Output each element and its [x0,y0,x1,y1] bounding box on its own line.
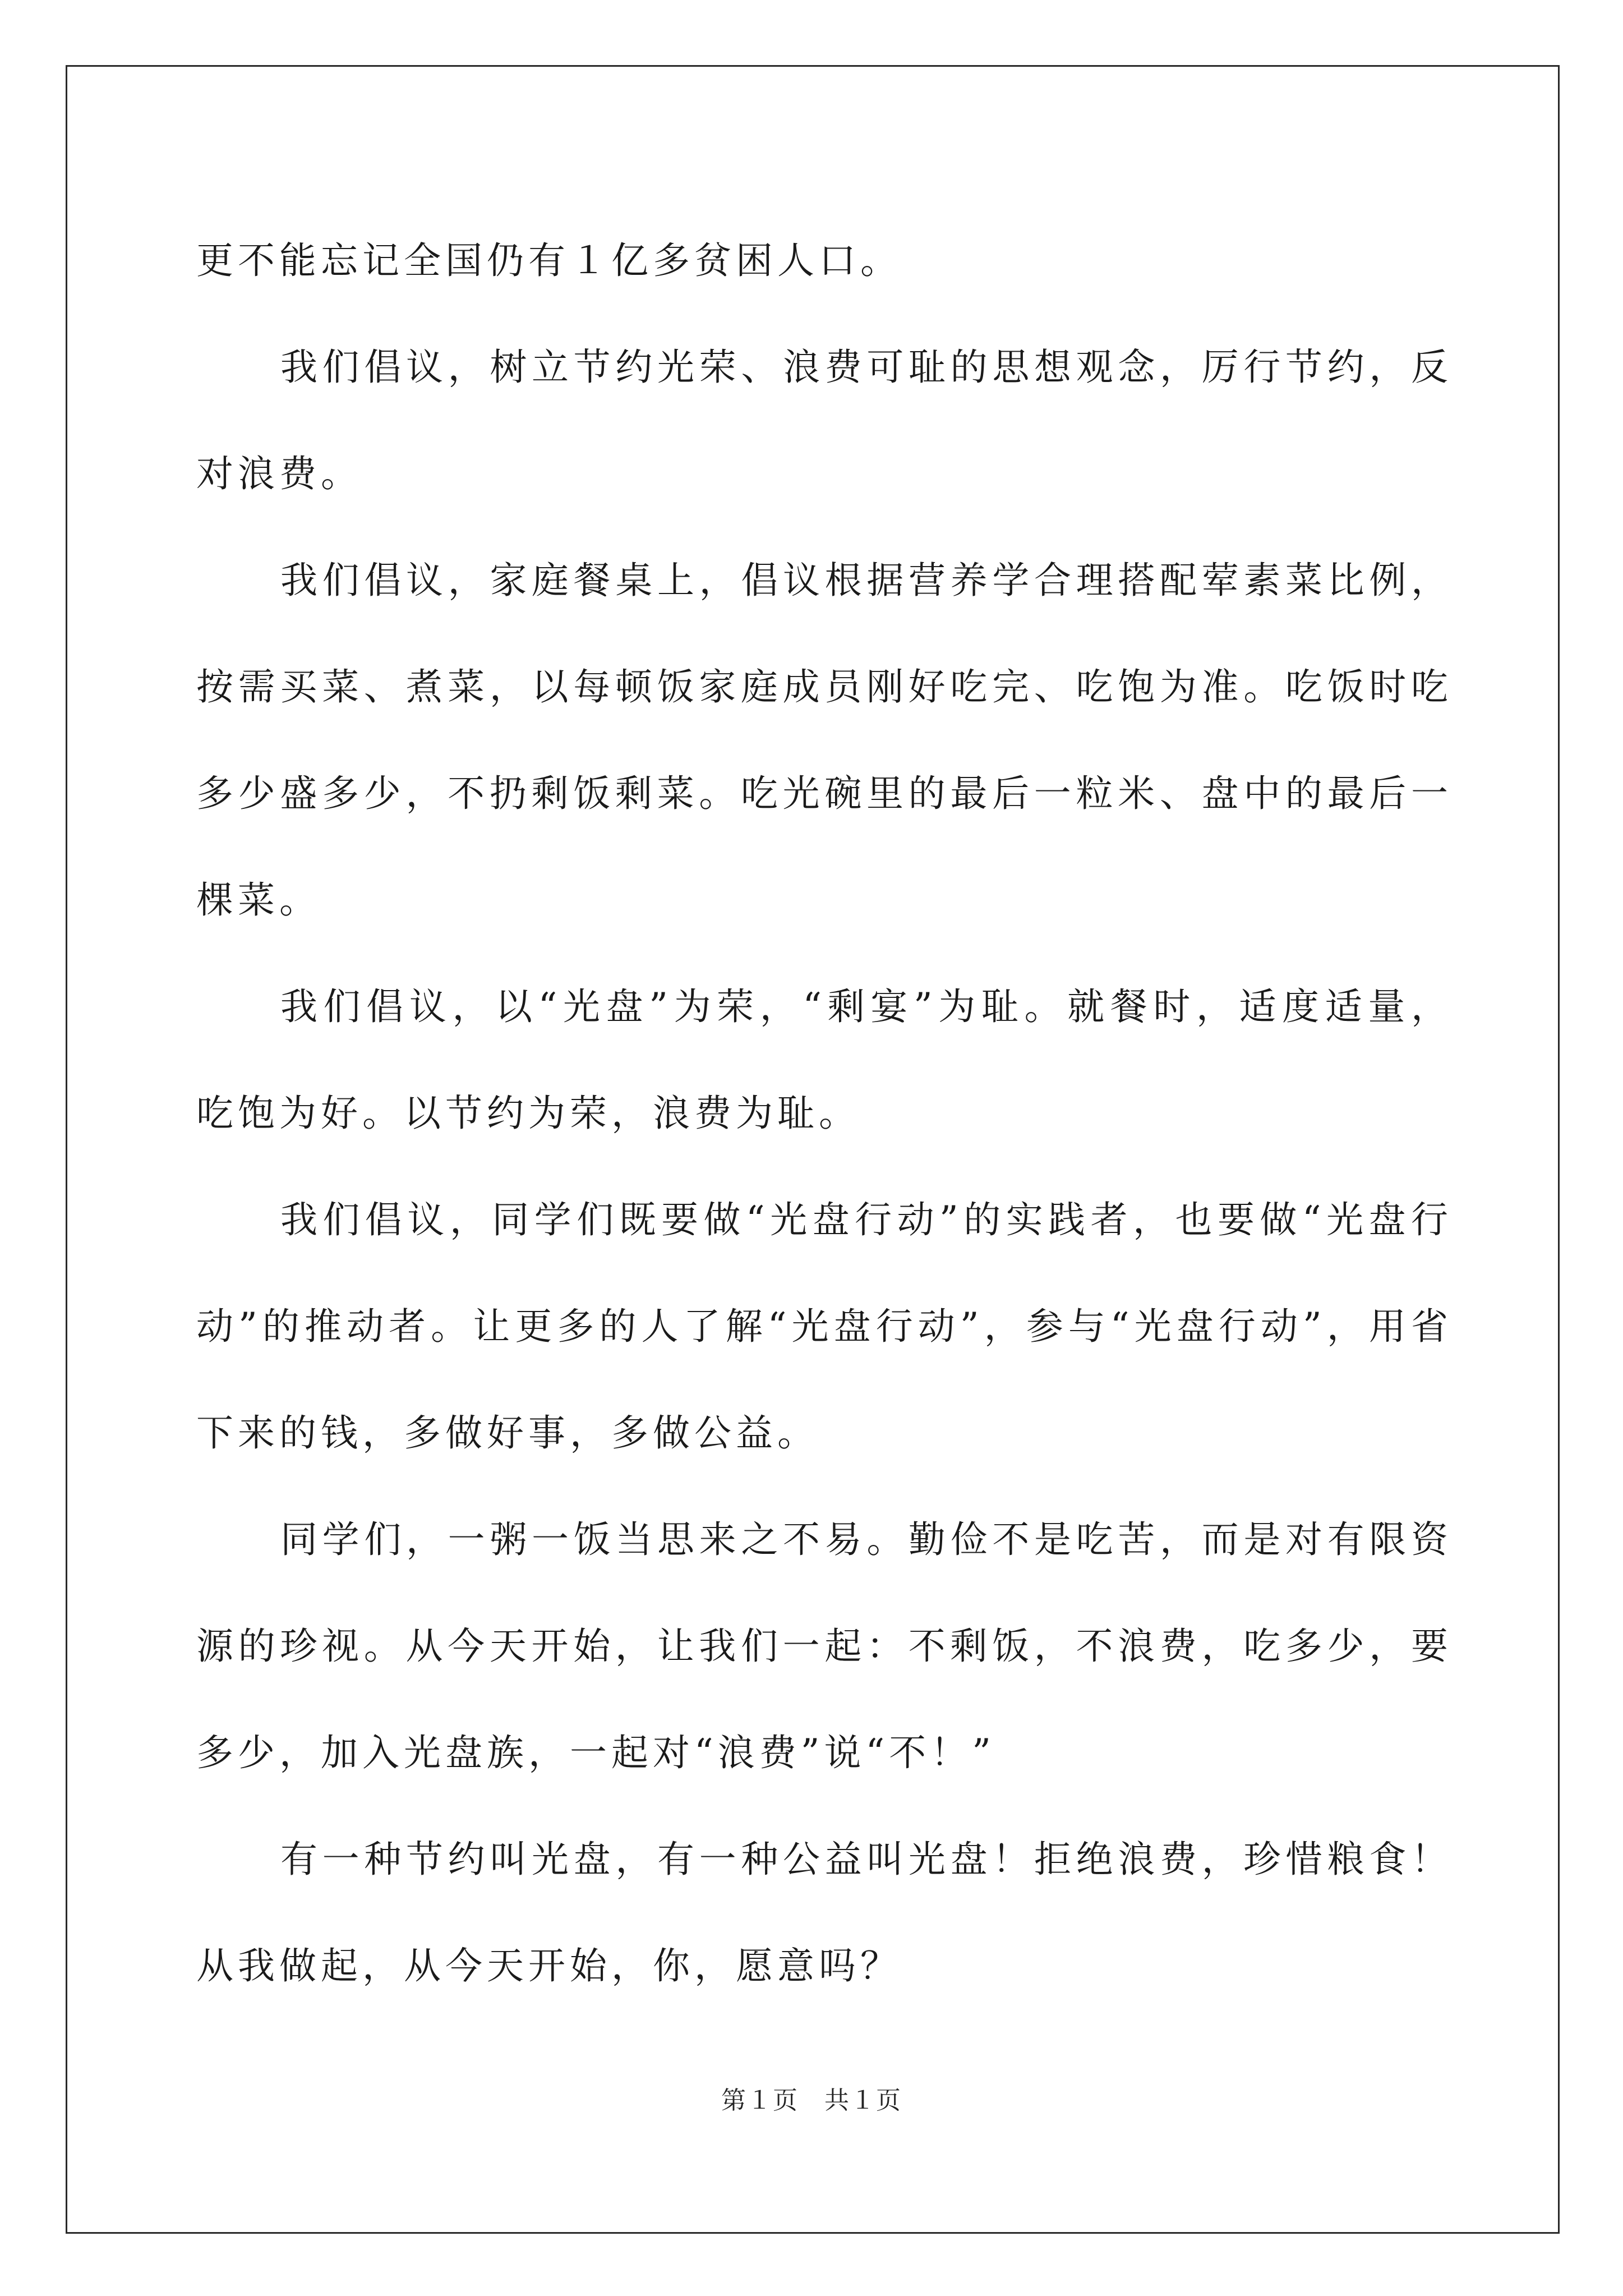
page-number-footer: 第１页 共１页 [721,2086,902,2115]
paragraph-2: 我们倡议，树立节约光荣、浪费可耻的思想观念，厉行节约，反对浪费。 [196,346,1453,495]
paragraph-3: 我们倡议，家庭餐桌上，倡议根据营养学合理搭配荤素菜比例，按需买菜、煮菜，以每顿饭家庭成员刚好吃完、吃饱为准。吃饭时吃多少盛多少，不扔剩饭剩菜。吃光碗里的最后一粒米、盘中的最后一棵菜。 [196,559,1453,922]
paragraph-6: 同学们，一粥一饭当思来之不易。勤俭不是吃苦，而是对有限资源的珍视。从今天开始，让我们一起：不剩饭，不浪费，吃多少，要多少，加入光盘族，一起对“浪费”说“不！” [196,1518,1453,1774]
paragraph-1: 更不能忘记全国仍有１亿多贫困人口。 [196,239,902,282]
paragraph-4: 我们倡议，以“光盘”为荣，“剩宴”为耻。就餐时，适度适量，吃饱为好。以节约为荣，浪费为耻。 [196,985,1453,1135]
paragraph-5: 我们倡议，同学们既要做“光盘行动”的实践者，也要做“光盘行动”的推动者。让更多的人了解“光盘行动”，参与“光盘行动”，用省下来的钱，多做好事，多做公益。 [196,1198,1453,1455]
paragraph-7: 有一种节约叫光盘，有一种公益叫光盘！拒绝浪费，珍惜粮食！从我做起，从今天开始，你，愿意吗？ [196,1838,1453,1987]
document-body [196,208,1453,2019]
